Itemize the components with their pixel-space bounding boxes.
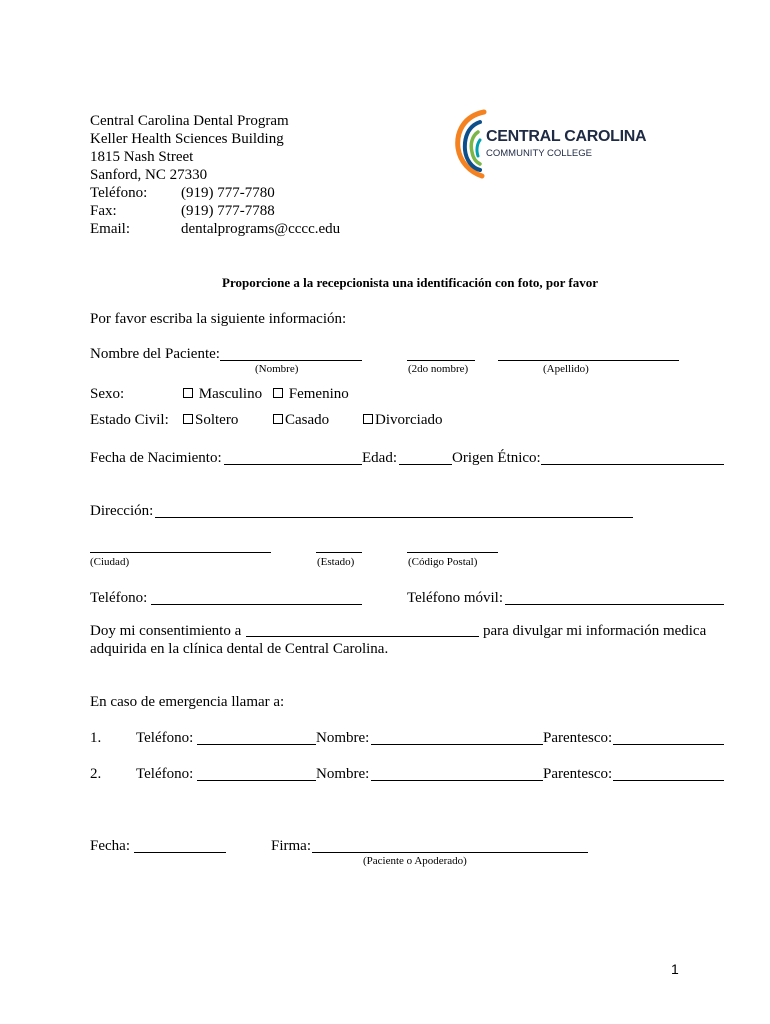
emergency-relation-field[interactable] [613, 744, 724, 745]
emergency-row-number: 2. [90, 766, 102, 782]
single-option[interactable] [183, 411, 238, 429]
patient-phone-field[interactable] [151, 604, 362, 605]
state-field[interactable] [316, 552, 362, 553]
consent-prefix: Doy mi consentimiento a [90, 623, 242, 639]
middle-name-field[interactable] [407, 360, 475, 361]
sex-label: Sexo: [90, 386, 125, 402]
zip-field[interactable] [407, 552, 498, 553]
intro-text: Por favor escriba la siguiente información: [90, 311, 347, 327]
birthdate-field[interactable] [224, 464, 362, 465]
emergency-relation-label: Parentesco: [543, 730, 613, 746]
zip-caption: (Código Postal) [408, 556, 478, 568]
emergency-title: En caso de emergencia llamar a: [90, 694, 285, 710]
emergency-phone-label: Teléfono: [136, 766, 194, 782]
logo-title: CENTRAL CAROLINA [486, 128, 647, 145]
ethnic-label: Origen Étnico: [452, 450, 541, 466]
patient-phone-label: Teléfono: [90, 590, 148, 606]
emergency-name-label: Nombre: [316, 766, 370, 782]
mobile-phone-label: Teléfono móvil: [407, 590, 504, 606]
emergency-relation-label: Parentesco: [543, 766, 613, 782]
mobile-phone-field[interactable] [505, 604, 724, 605]
sex-male-option[interactable] [183, 385, 262, 403]
emergency-phone-label: Teléfono: [136, 730, 194, 746]
fax-value: (919) 777-7788 [181, 203, 275, 219]
divorced-checkbox[interactable] [363, 414, 373, 424]
building-name: Keller Health Sciences Building [90, 131, 284, 147]
male-label: Masculino [198, 386, 263, 402]
emergency-row-number: 1. [90, 730, 102, 746]
sex-female-option[interactable] [273, 385, 349, 403]
consent-recipient-field[interactable] [246, 636, 479, 637]
address-field[interactable] [155, 517, 633, 518]
email-value: dentalprograms@cccc.edu [181, 221, 341, 237]
page-number: 1 [671, 961, 679, 977]
ethnic-field[interactable] [541, 464, 724, 465]
middle-name-caption: (2do nombre) [408, 363, 469, 375]
patient-name-label: Nombre del Paciente: [90, 346, 220, 362]
email-label: Email: [90, 221, 130, 237]
logo-subtitle: COMMUNITY COLLEGE [486, 148, 592, 159]
street-address: 1815 Nash Street [90, 149, 194, 165]
male-checkbox[interactable] [183, 388, 193, 398]
single-label: Soltero [195, 412, 239, 428]
birthdate-label: Fecha de Nacimiento: [90, 450, 222, 466]
emergency-name-field[interactable] [371, 780, 543, 781]
first-name-field[interactable] [220, 360, 362, 361]
emergency-phone-field[interactable] [197, 780, 316, 781]
logo-swoosh-icon [450, 106, 490, 186]
signature-caption: (Paciente o Apoderado) [363, 855, 467, 867]
married-checkbox[interactable] [273, 414, 283, 424]
city-state-zip: Sanford, NC 27330 [90, 167, 208, 183]
date-label: Fecha: [90, 838, 130, 854]
divorced-label: Divorciado [375, 412, 443, 428]
org-name: Central Carolina Dental Program [90, 113, 289, 129]
single-checkbox[interactable] [183, 414, 193, 424]
last-name-field[interactable] [498, 360, 679, 361]
city-caption: (Ciudad) [90, 556, 130, 568]
consent-suffix: para divulgar mi información medica [483, 623, 707, 639]
consent-line-2: adquirida en la clínica dental de Central Carolina. [90, 641, 389, 657]
emergency-name-label: Nombre: [316, 730, 370, 746]
phone-value: (919) 777-7780 [181, 185, 275, 201]
phone-label: Teléfono: [90, 185, 148, 201]
age-label: Edad: [362, 450, 397, 466]
emergency-phone-field[interactable] [197, 744, 316, 745]
married-option[interactable] [273, 411, 329, 429]
state-caption: (Estado) [317, 556, 355, 568]
divorced-option[interactable] [363, 411, 442, 429]
emergency-name-field[interactable] [371, 744, 543, 745]
first-name-caption: (Nombre) [255, 363, 299, 375]
photo-id-instruction: Proporcione a la recepcionista una identificación con foto, por favor [222, 275, 599, 290]
city-field[interactable] [90, 552, 271, 553]
college-logo [450, 106, 647, 186]
fax-label: Fax: [90, 203, 117, 219]
emergency-relation-field[interactable] [613, 780, 724, 781]
signature-label: Firma: [271, 838, 311, 854]
signature-field[interactable] [312, 852, 588, 853]
female-label: Femenino [288, 386, 349, 402]
married-label: Casado [285, 412, 330, 428]
civil-status-label: Estado Civil: [90, 412, 169, 428]
age-field[interactable] [399, 464, 452, 465]
female-checkbox[interactable] [273, 388, 283, 398]
address-label: Dirección: [90, 503, 154, 519]
date-field[interactable] [134, 852, 226, 853]
last-name-caption: (Apellido) [543, 363, 589, 375]
